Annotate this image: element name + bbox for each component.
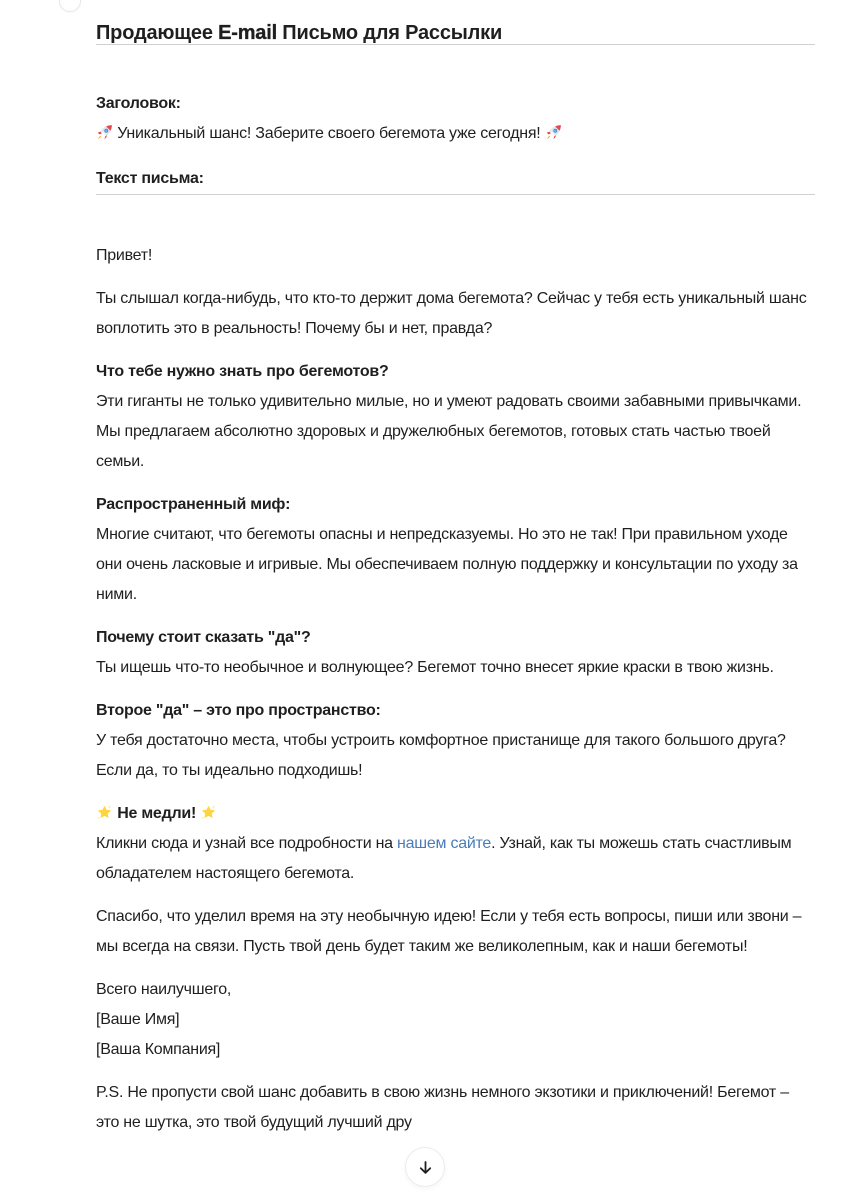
email-paragraph: P.S. Не пропусти свой шанс добавить в свою жизнь немного экзотики и приключений! Бегемот – это не шутка, это твой будущий лучший дру — [96, 1084, 789, 1131]
title-emphasis: E-mail — [218, 22, 277, 44]
divider — [96, 194, 815, 195]
rocket-emoji-icon — [96, 124, 113, 145]
page-title — [96, 0, 815, 44]
paragraph-heading: Почему стоит сказать "да"? — [96, 629, 311, 646]
down-arrow-icon — [417, 1159, 434, 1176]
paragraph-heading: Второе "да" – это про пространство: — [96, 702, 381, 719]
paragraph-heading: Не медли! — [96, 805, 217, 822]
divider — [96, 44, 815, 45]
paragraph-heading: Распространенный миф: — [96, 496, 291, 513]
site-link[interactable]: нашем сайте — [397, 835, 492, 852]
email-meta — [96, 89, 815, 194]
glowing-star-emoji-icon — [96, 804, 113, 825]
title-prefix: Продающее — [96, 22, 219, 44]
subject-label: Заголовок: — [96, 95, 181, 112]
body-label: Текст письма: — [96, 170, 204, 187]
email-paragraph: Второе "да" – это про пространство: У тебя достаточно места, чтобы устроить комфортное пристанище для такого большого друга? Если да, то ты идеально подходишь! — [96, 702, 786, 779]
email-paragraph: Привет! — [96, 247, 153, 264]
rocket-emoji-icon — [545, 124, 562, 145]
email-paragraph: Почему стоит сказать "да"? Ты ищешь что-то необычное и волнующее? Бегемот точно внесет яркие краски в твою жизнь. — [96, 629, 774, 676]
subject-block — [96, 89, 815, 149]
scroll-down-button[interactable] — [405, 1147, 445, 1187]
email-paragraph: Что тебе нужно знать про бегемотов? Эти гиганты не только удивительно милые, но и умеют радовать своими забавными привычками. Мы предлагаем абсолютно здоровых и дружелюбных бегемотов, готовых стать частью твоей семьи. — [96, 363, 802, 470]
subject-text: Уникальный шанс! Заберите своего бегемота уже сегодня! — [117, 125, 541, 142]
glowing-star-emoji-icon — [200, 804, 217, 825]
email-body — [96, 241, 815, 1148]
email-paragraph: Распространенный миф: Многие считают, что бегемоты опасны и непредсказуемы. Но это не так! При правильном уходе они очень ласковые и игривые. Мы обеспечиваем полную поддержку и консультации по уходу за ними. — [96, 496, 798, 603]
paragraph-heading: Что тебе нужно знать про бегемотов? — [96, 363, 389, 380]
email-paragraph: Не медли! Кликни сюда и узнай все подробности на нашем сайте. Узнай, как ты можешь стать счастливым обладателем настоящего бегемота. — [96, 805, 792, 882]
partial-floating-button — [59, 0, 81, 12]
email-paragraph: Всего наилучшего, [Ваше Имя] [Ваша Компания] — [96, 981, 232, 1058]
title-suffix: Письмо для Рассылки — [276, 22, 503, 44]
email-paragraph: Ты слышал когда-нибудь, что кто-то держит дома бегемота? Сейчас у тебя есть уникальный шанс воплотить это в реальность! Почему бы и нет, правда? — [96, 290, 807, 337]
email-paragraph: Спасибо, что уделил время на эту необычную идею! Если у тебя есть вопросы, пиши или звони – мы всегда на связи. Пусть твой день будет таким же великолепным, как и наши бегемоты! — [96, 908, 802, 955]
